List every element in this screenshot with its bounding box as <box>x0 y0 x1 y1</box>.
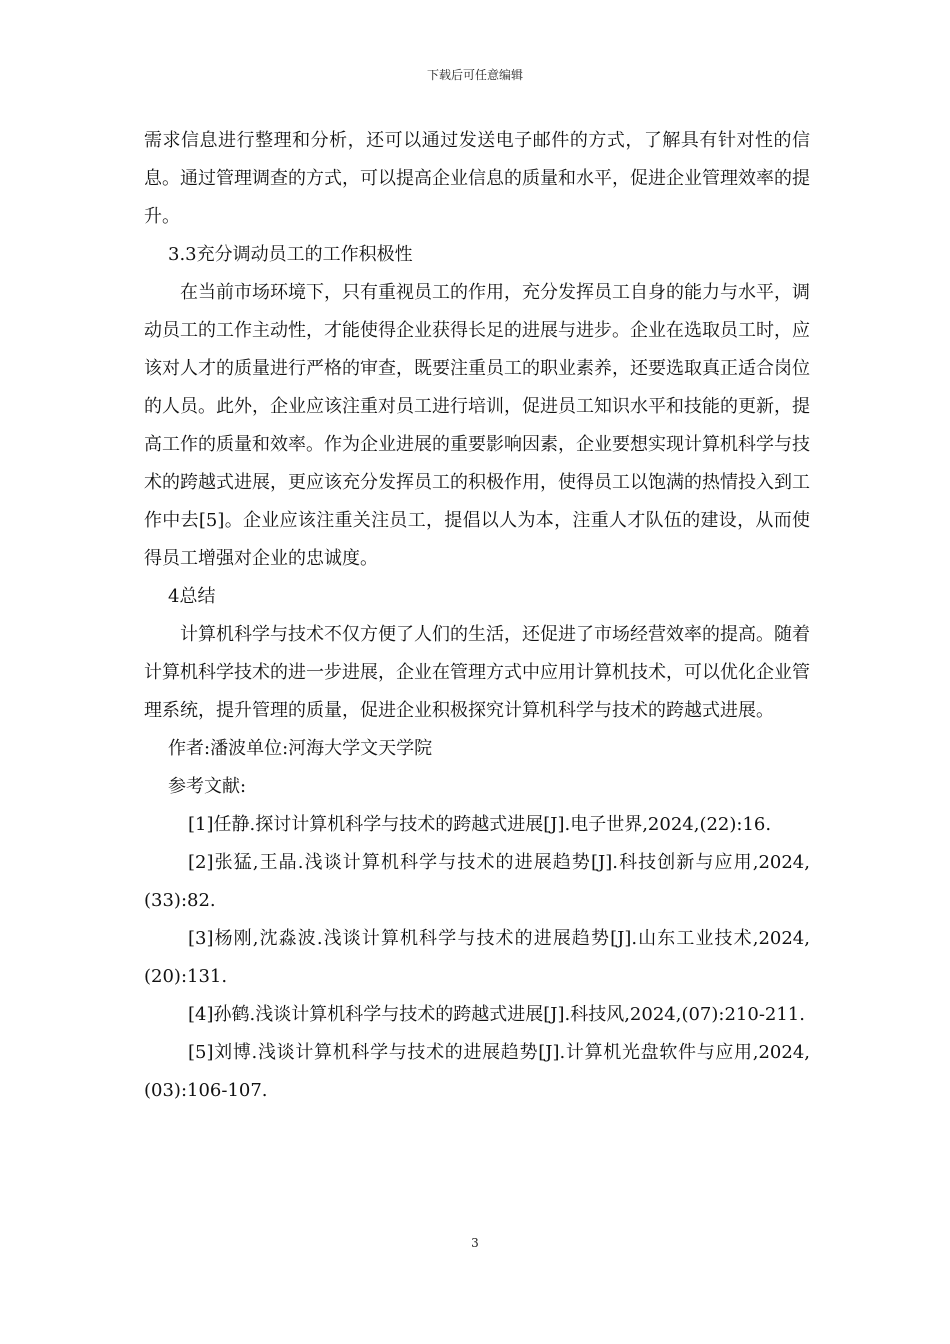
author-line: 作者:潘波单位:河海大学文天学院 <box>168 738 433 759</box>
section-heading-4: 4总结 <box>168 586 216 607</box>
section-heading-3-3: 3.3充分调动员工的工作积极性 <box>168 244 413 265</box>
page-header: 下载后可任意编辑 <box>426 68 523 82</box>
document-body <box>144 122 810 1110</box>
reference-item: [4]孙鹤.浅谈计算机科学与技术的跨越式进展[J].科技风,2024,(07):210-211. <box>188 1004 805 1025</box>
reference-item: [2]张猛,王晶.浅谈计算机科学与技术的进展趋势[J].科技创新与应用,2024,(33):82. <box>144 852 810 911</box>
reference-item: [5]刘博.浅谈计算机科学与技术的进展趋势[J].计算机光盘软件与应用,2024,(03):106-107. <box>144 1042 810 1101</box>
references-title: 参考文献: <box>168 776 247 797</box>
paragraph-summary: 计算机科学与技术不仅方便了人们的生活，还促进了市场经营效率的提高。随着计算机科学技术的进一步进展，企业在管理方式中应用计算机技术，可以优化企业管理系统，提升管理的质量，促进企业积极探究计算机科学与技术的跨越式进展。 <box>144 624 810 721</box>
page-number: 3 <box>471 1236 479 1250</box>
paragraph-continuation: 需求信息进行整理和分析，还可以通过发送电子邮件的方式，了解具有针对性的信息。通过管理调查的方式，可以提高企业信息的质量和水平，促进企业管理效率的提升。 <box>144 130 810 227</box>
reference-item: [3]杨刚,沈淼波.浅谈计算机科学与技术的进展趋势[J].山东工业技术,2024,(20):131. <box>144 928 810 987</box>
reference-item: [1]任静.探讨计算机科学与技术的跨越式进展[J].电子世界,2024,(22):16. <box>188 814 772 835</box>
paragraph-employee: 在当前市场环境下，只有重视员工的作用，充分发挥员工自身的能力与水平，调动员工的工作主动性，才能使得企业获得长足的进展与进步。企业在选取员工时，应该对人才的质量进行严格的审查，既要注重员工的职业素养，还要选取真正适合岗位的人员。此外，企业应该注重对员工进行培训，促进员工知识水平和技能的更新，提高工作的质量和效率。作为企业进展的重要影响因素，企业要想实现计算机科学与技术的跨越式进展，更应该充分发挥员工的积极作用，使得员工以饱满的热情投入到工作中去[5]。企业应该注重关注员工，提倡以人为本，注重人才队伍的建设，从而使得员工增强对企业的忠诚度。 <box>144 282 810 569</box>
